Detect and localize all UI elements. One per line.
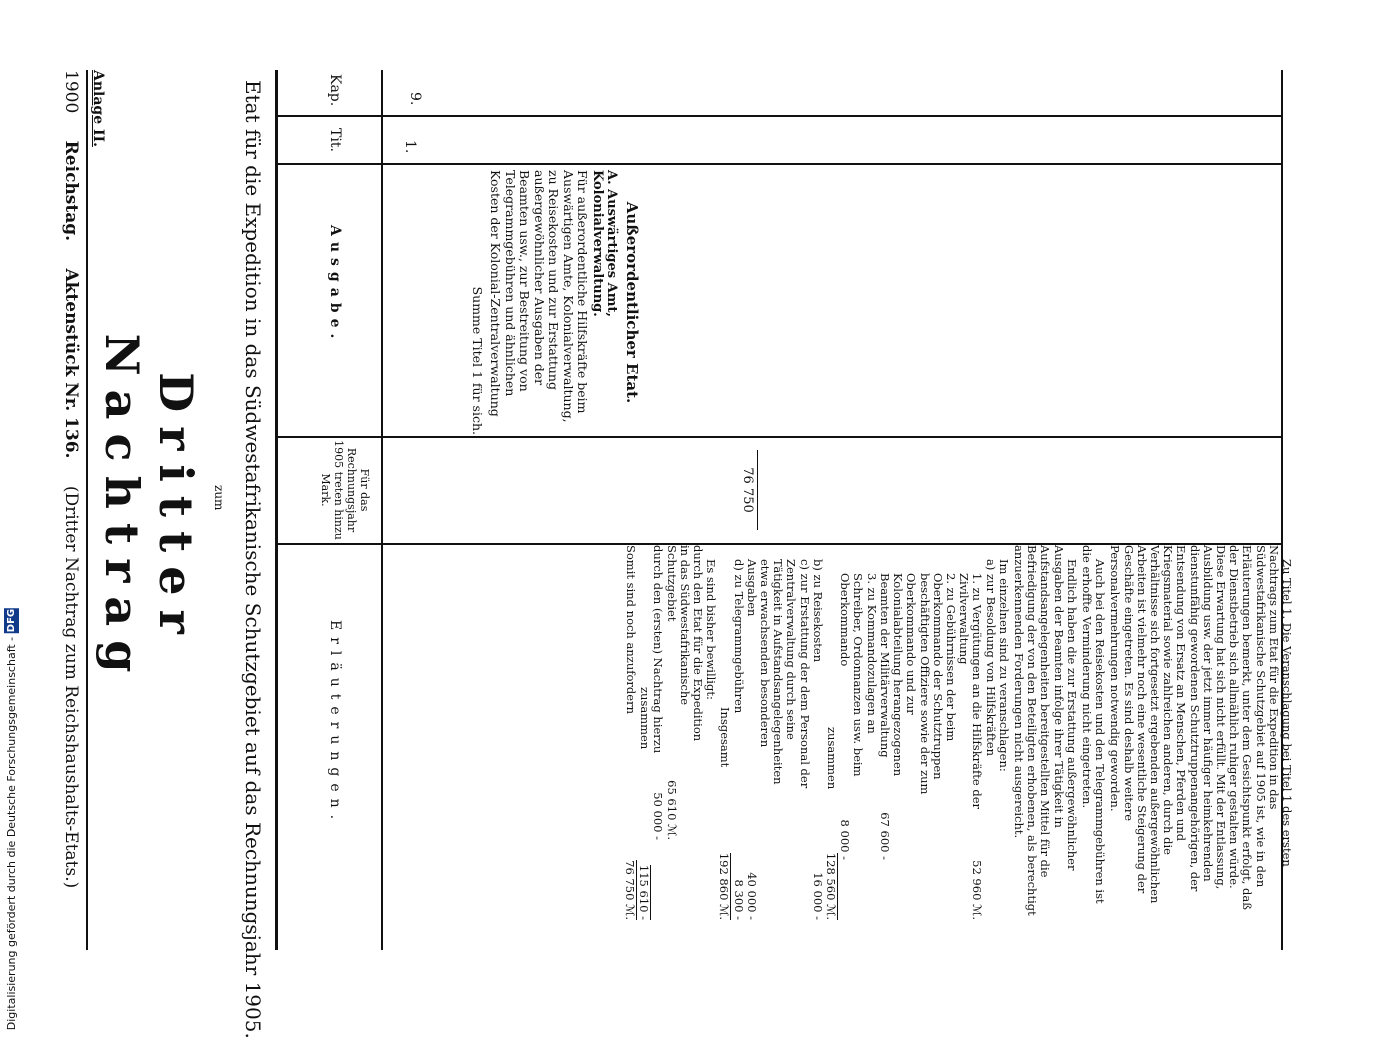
item-d-label: d) zu Telegrammgebühren <box>731 559 746 714</box>
item-b-label: b) zu Reisekosten <box>810 559 825 663</box>
header-rule <box>86 70 88 950</box>
item-total <box>717 545 731 920</box>
item-b-value: 16 000 ‑ <box>810 872 825 920</box>
remaining-value: 76 750 ℳ. <box>623 860 638 920</box>
granted-2-value: 50 000 ‑ <box>651 792 666 840</box>
granted-1-label: durch den Etat für die Expedition in das Südwestafrikanische Schutzgebiet <box>664 545 706 742</box>
item-a2-value: 67 600 ‑ <box>877 812 892 860</box>
granted-sum-value: 115 610 ‑ <box>637 864 652 920</box>
column-header-ausgabe: Ausgabe. <box>327 225 343 345</box>
column-divider-tit <box>278 163 1283 165</box>
remaining-label: Somit sind noch anzufordern <box>624 545 639 714</box>
dfg-logo-icon: DFG <box>6 609 17 633</box>
granted-2-label: durch den (ersten) Nachtrag hierzu <box>651 545 666 754</box>
item-b <box>811 545 824 920</box>
ausgabe-text: Für außerordentliche Hilfskräfte beim Auswärtigen Amte, Kolonialverwaltung, zu Reisekosten und zur Erstattung außergewöhnlicher Ausgaben der Beamten usw., zur Bestreitung von Telegrammgebühren und ähnlichen Kosten der Kolonial-Zentralverwaltung <box>488 170 591 423</box>
column-header-tit: Tit. <box>327 128 343 152</box>
erl-para2: Auch bei den Reisekosten und den Telegrammgebühren ist die erhoffte Verminderung nicht eingetreten. <box>1079 545 1108 904</box>
etat-heading: Außerordentlicher Etat. <box>623 201 641 404</box>
item-total-value: 192 860 ℳ. <box>717 852 732 920</box>
granted-1-value: 65 610 ℳ. <box>664 780 679 840</box>
titel-number: 1. <box>402 140 418 154</box>
item-c <box>745 545 811 920</box>
item-a3-label: 3. zu Kommandozulagen an Schreiber, Ordonnanzen usw. beim Oberkommando <box>838 573 879 777</box>
granted-2 <box>651 545 664 920</box>
item-d <box>731 545 744 920</box>
running-header <box>61 70 81 950</box>
item-d-value: 8 300 ‑ <box>731 879 746 920</box>
column-header-kap: Kap. <box>327 74 343 107</box>
annex-label: Anlage II. <box>90 70 106 147</box>
header-body: Reichstag. <box>61 140 81 242</box>
item-a-label: a) zur Besoldung von Hilfskräften <box>983 559 998 757</box>
watermark-text: Digitalisierung gefördert durch die Deutsche Forschungsgemeinschaft - <box>5 636 18 1031</box>
header-description: (Dritter Nachtrag zum Reichshaushalts-Etats.) <box>61 485 81 889</box>
item-c-label: c) zur Erstattung der dem Personal der Zentralverwaltung durch seine Tätigkeit in Aufstandsangelegenheiten etwa erwachsenden besonderen Ausgaben <box>744 559 812 789</box>
granted-1 <box>664 545 704 920</box>
page-number: 1900 <box>61 70 81 114</box>
column-header-betrag <box>319 440 371 540</box>
granted-sum <box>637 545 651 920</box>
title-connector: zum <box>212 485 226 511</box>
column-header-betrag-text: Für das Rechnungsjahr 1905 treten hinzu <box>332 440 371 540</box>
remaining <box>623 545 637 920</box>
granted-intro: Es sind bisher bewilligt: <box>704 559 719 700</box>
item-a3 <box>838 545 878 920</box>
section-heading: A. Auswärtiges Amt, Kolonialverwaltung. <box>590 170 620 317</box>
column-header-erlaeuterungen: Erläuterungen. <box>327 620 343 827</box>
item-a3-value: 8 000 ‑ <box>838 819 853 860</box>
ausgabe-column <box>470 170 644 435</box>
item-a-sum-label: zusammen <box>825 727 840 790</box>
table-top-rule <box>275 70 278 950</box>
item-a2 <box>878 545 957 920</box>
column-divider-ausgabe <box>278 436 1283 438</box>
column-divider-kap <box>278 115 1283 117</box>
erl-para3: Endlich haben die zur Erstattung außergewöhnlicher Ausgaben der Beamten infolge ihrer Tätigkeit in Aufstandsangelegenheiten bereitgestellten Mittel für die Befriedigung der von den Beteiligten erhobenen, als berechtigt anzuerkennenden Forderungen nicht ausgereicht. <box>1011 545 1079 916</box>
item-a1 <box>957 545 983 920</box>
betrag-value: 76 750 <box>740 450 758 530</box>
item-a2-label: 2. zu Gebührnissen der beim Oberkommando der Schutztruppen beschäftigten Offiziere sowie der zum Oberkommando und zur Kolonialabteilung herangezogenen Beamten der Militärverwaltung <box>877 573 958 795</box>
header-document: Aktenstück Nr. 136. <box>61 268 81 459</box>
page-subtitle: Etat für die Expedition in das Südwestafrikanische Schutzgebiet auf das Rechnungsjahr 1905. <box>241 80 265 1039</box>
breakdown-intro: Im einzelnen sind zu veranschlagen: <box>996 559 1011 772</box>
table-header-rule <box>381 70 383 950</box>
item-a1-value: 52 960 ℳ. <box>970 860 985 920</box>
column-header-betrag-unit: Mark. <box>319 473 332 507</box>
item-a1-label: 1. zu Vergütungen an die Hilfskräfte der Zivilverwaltung <box>957 573 985 810</box>
item-a-sum <box>824 545 838 920</box>
erlaeuterungen-column <box>623 545 1293 920</box>
digitization-watermark <box>4 608 19 1030</box>
summe-label: Summe Titel 1 für sich. <box>470 286 485 435</box>
kapitel-number: 9. <box>407 92 423 106</box>
page-title: Dritter Nachtrag <box>95 333 203 687</box>
item-total-label: Insgesamt <box>718 707 733 768</box>
item-c-value: 40 000 ‑ <box>744 872 759 920</box>
item-a-sum-value: 128 560 ℳ. <box>824 852 839 920</box>
granted-sum-label: zusammen <box>638 687 653 750</box>
erl-intro: Zu Titel 1. Die Veranschlagung bei Titel 1 des ersten Nachtrags zum Etat für die Expedition in das Südwestafrikanische Schutzgebiet auf 1905 ist, wie in den Erläuterungen bemerkt, unter dem Gesichtspunkt erfolgt, daß der Dienstbetrieb sich allmählich ruhiger gestalten würde. Diese Erwartung hat sich nicht erfüllt. Mit der Entlassung, Ausbildung usw. der jetzt immer häufiger heimkehrenden dienstunfähig gewordenen Schutztruppenangehörigen, der Entsendung von Ersatz an Menschen, Pferden und Kriegsmaterial sowie zahlreichen anderen, durch die Verhältnisse sich fortgesetzt ergebenden außergewöhnlichen Arbeiten ist vielmehr noch eine wesentliche Steigerung der Geschäfte eingetreten. Es sind deshalb weitere Personalvermehrungen notwendig geworden. <box>1108 545 1294 910</box>
